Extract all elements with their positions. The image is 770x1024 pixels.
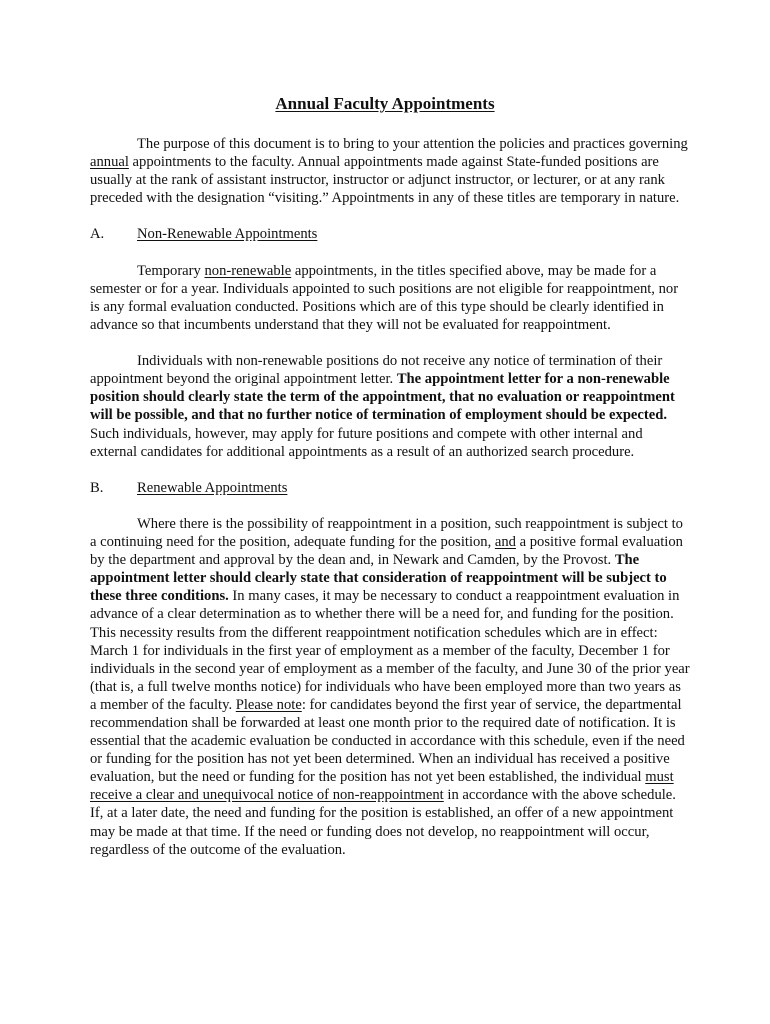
text-run: Individuals with non-renewable positions do not receive any notice of termination of their appointment beyond the original appointment letter. xyxy=(90,353,663,388)
underlined-text: must receive a clear and unequivocal notice of non-reappointment xyxy=(90,769,674,804)
text-run: appointments, in the titles specified above, may be made for a semester or for a year. Individuals appointed to such positions are not eligible for reappointment, nor is any formal evaluation conducted. Positions which are of this type should be clearly identified in advance so that incumbents understand that they will not be evaluated for reappointment. xyxy=(90,262,679,333)
text-run: a positive formal evaluation by the department and approval by the dean and, in Newark and Camden, by the Provost. xyxy=(90,534,683,569)
intro-paragraph xyxy=(90,135,690,207)
underlined-text: and xyxy=(494,534,516,551)
section-a-paragraph-1 xyxy=(90,262,690,334)
text-run: In many cases, it may be necessary to conduct a reappointment evaluation in advance of a clear determination as to whether there will be a need for, and funding for the position. This necessity results from the different reappointment notification schedules which are in effect: March 1 for individuals in the first year of employment as a member of the faculty, December 1 for individuals in the second year of employment as a member of the faculty, and June 30 of the prior year (that is, a full twelve months notice) for individuals who have been employed more than two years as a member of the faculty. xyxy=(90,588,690,713)
section-letter: B. xyxy=(90,479,104,496)
section-b-heading xyxy=(90,479,690,497)
underlined-text: non-renewable xyxy=(204,262,292,279)
section-title: Non-Renewable Appointments xyxy=(137,226,318,243)
text-run: Where there is the possibility of reappointment in a position, such reappointment is subject to a continuing need for the position, adequate funding for the position, xyxy=(90,515,683,551)
bold-text: The appointment letter should clearly state that consideration of reappointment will be subject to these three conditions. xyxy=(90,552,667,605)
underlined-text: annual xyxy=(90,154,129,171)
text-run: in accordance with the above schedule. If, at a later date, the need and funding for the position is established, an offer of a new appointment may be made at that time. If the need or funding does not develop, no reappointment will occur, regardless of the outcome of the evaluation. xyxy=(90,787,676,858)
document-body xyxy=(90,135,690,877)
text-run: appointments to the faculty. Annual appointments made against State-funded positions are usually at the rank of assistant instructor, instructor or adjunct instructor, or lecturer, or at any rank preceded with the designation “visiting.” Appointments in any of these titles are temporary in nature. xyxy=(90,154,680,207)
section-b-paragraph-1 xyxy=(90,515,690,859)
text-run: : for candidates beyond the first year of service, the departmental recommendation shall be forwarded at least one month prior to the required date of notification. It is essential that the academic evaluation be conducted in accordance with this schedule, even if the need or funding for the position has not yet been determined. When an individual has received a positive evaluation, but the need or funding for the position has not yet been established, the individual xyxy=(90,696,685,786)
text-run: The purpose of this document is to bring to your attention the policies and practices governing xyxy=(137,136,688,152)
section-a-heading xyxy=(90,225,690,243)
text-run: Such individuals, however, may apply for future positions and compete with other internal and external candidates for additional appointments as a result of an authorized search procedure. xyxy=(90,425,643,460)
bold-text: The appointment letter for a non-renewable position should clearly state the term of the appointment, that no evaluation or reappointment will be possible, and that no further notice of termination of employment should be expected. xyxy=(90,371,675,424)
document-title: Annual Faculty Appointments xyxy=(275,94,495,113)
section-letter: A. xyxy=(90,226,105,243)
section-a-paragraph-2 xyxy=(90,352,690,461)
section-title: Renewable Appointments xyxy=(137,479,288,496)
underlined-text: Please note xyxy=(235,696,302,713)
text-run: Temporary xyxy=(137,262,205,279)
